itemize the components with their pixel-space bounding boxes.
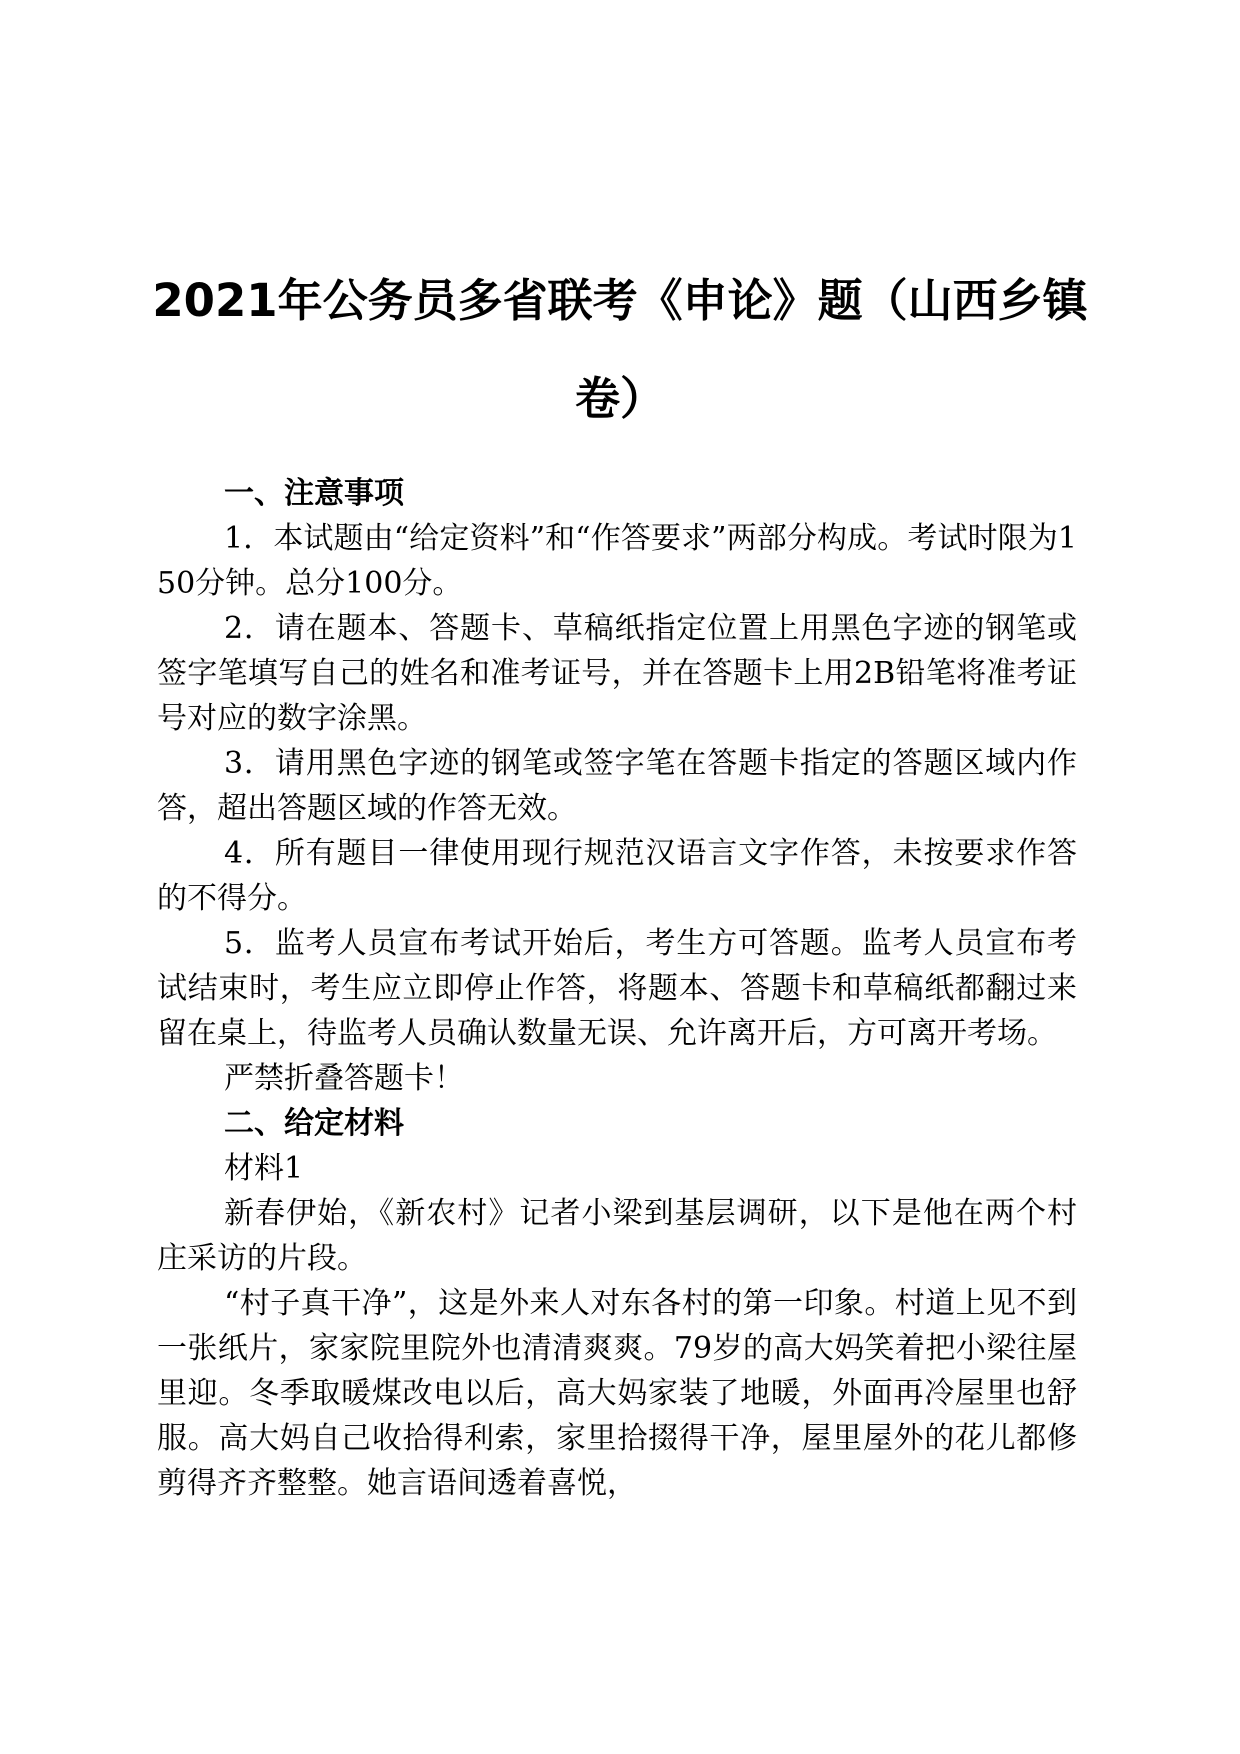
warning-text: 严禁折叠答题卡！	[224, 1061, 464, 1096]
section-heading-materials: 二、给定材料	[224, 1106, 404, 1141]
material-paragraph-1: 新春伊始，《新农村》记者小梁到基层调研，以下是他在两个村庄采访的片段。	[157, 1196, 1077, 1276]
material-label: 材料1	[224, 1151, 304, 1186]
note-item-2: 2．请在题本、答题卡、草稿纸指定位置上用黑色字迹的钢笔或签字笔填写自己的姓名和准考证号，并在答题卡上用2B铅笔将准考证号对应的数字涂黑。	[157, 611, 1077, 736]
note-item-5: 5．监考人员宣布考试开始后，考生方可答题。监考人员宣布考试结束时，考生应立即停止作答，将题本、答题卡和草稿纸都翻过来留在桌上，待监考人员确认数量无误、允许离开后，方可离开考场。	[157, 926, 1077, 1051]
document-title: 2021年公务员多省联考《申论》题（山西乡镇卷）	[152, 274, 1088, 425]
note-item-4: 4．所有题目一律使用现行规范汉语言文字作答，未按要求作答的不得分。	[157, 836, 1077, 916]
material-paragraph-2: “村子真干净”，这是外来人对东各村的第一印象。村道上见不到一张纸片，家家院里院外也清清爽爽。79岁的高大妈笑着把小梁往屋里迎。冬季取暖煤改电以后，高大妈家装了地暖，外面再冷屋里也舒服。高大妈自己收拾得利索，家里拾掇得干净，屋里屋外的花儿都修剪得齐齐整整。她言语间透着喜悦，	[157, 1286, 1077, 1501]
section-heading-notes: 一、注意事项	[224, 476, 404, 511]
note-item-3: 3．请用黑色字迹的钢笔或签字笔在答题卡指定的答题区域内作答，超出答题区域的作答无效。	[157, 746, 1077, 826]
document-body	[157, 471, 1077, 1506]
note-item-1: 1．本试题由“给定资料”和“作答要求”两部分构成。考试时限为150分钟。总分100分。	[157, 521, 1077, 601]
